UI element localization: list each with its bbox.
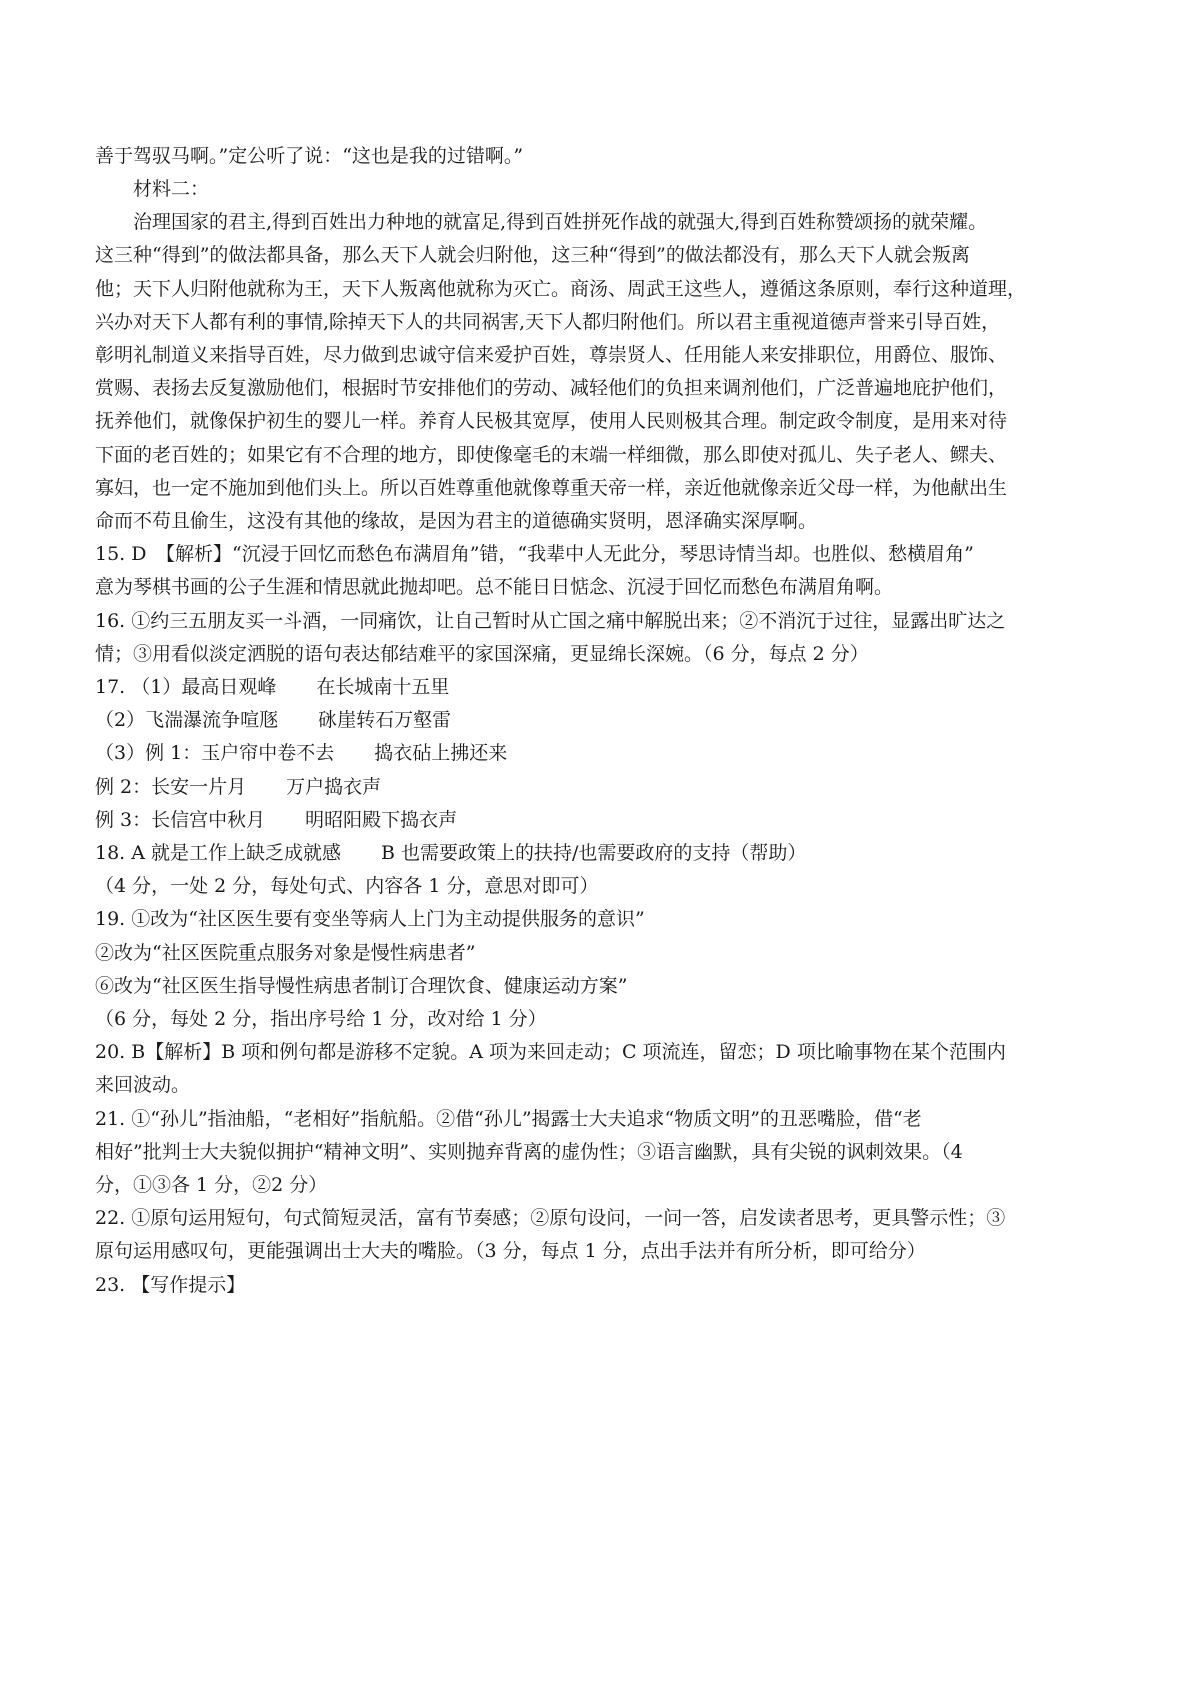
text-line: 抚养他们，就像保护初生的婴儿一样。养育人民极其宽厚，使用人民则极其合理。制定政令制度，是用来对待	[95, 410, 1008, 432]
text-line: ②改为“社区医院重点服务对象是慢性病患者”	[95, 942, 476, 964]
text-line: 来回波动。	[95, 1074, 191, 1096]
scoring-note: （6 分，每处 2 分，指出序号给 1 分，改对给 1 分）	[95, 1008, 547, 1030]
answer-17	[95, 673, 449, 701]
poem-line-a: 17. （1）最高日观峰	[95, 676, 277, 698]
poem-line-a: （2）飞湍瀑流争喧豗	[95, 709, 279, 731]
text-line: ⑥改为“社区医生指导慢性病患者制订合理饮食、健康运动方案”	[95, 975, 628, 997]
poem-line-b: 万户捣衣声	[286, 776, 382, 798]
answer-23: 23. 【写作提示】	[95, 1274, 246, 1296]
answer-16: 16. ①约三五朋友买一斗酒，一同痛饮，让自己暂时从亡国之痛中解脱出来；②不消沉于过往，显露出旷达之	[95, 610, 1006, 632]
text-line: 彰明礼制道义来指导百姓，尽力做到忠诚守信来爱护百姓，尊崇贤人、任用能人来安排职位，用爵位、服饰、	[95, 344, 1008, 366]
answer-17-2	[95, 706, 451, 734]
text-line: 下面的老百姓的；如果它有不合理的地方，即使像毫毛的末端一样细微，那么即使对孤儿、失子老人、鳏夫、	[95, 444, 1008, 466]
answer-21: 21. ①“孙儿”指油船，“老相好”指航船。②借“孙儿”揭露士大夫追求“物质文明”的丑恶嘴脸，借“老	[95, 1108, 922, 1130]
text-line: 治理国家的君主,得到百姓出力种地的就富足,得到百姓拼死作战的就强大,得到百姓称赞颂扬的就荣耀。	[133, 211, 988, 233]
poem-line-b: 砯崖转石万壑雷	[318, 709, 452, 731]
scoring-note: （4 分，一处 2 分，每处句式、内容各 1 分，意思对即可）	[95, 875, 599, 897]
text-line: 赏赐、表扬去反复激励他们，根据时节安排他们的劳动、减轻他们的负担来调剂他们，广泛普遍地庇护他们，	[95, 377, 1008, 399]
poem-line-a: （3）例 1：玉户帘中卷不去	[95, 742, 335, 764]
text-line: 寡妇，也一定不施加到他们头上。所以百姓尊重他就像尊重天帝一样，亲近他就像亲近父母一样，为他献出生	[95, 477, 1008, 499]
text-line: 命而不苟且偷生，这没有其他的缘故，是因为君主的道德确实贤明，恩泽确实深厚啊。	[95, 510, 818, 532]
answer-15: 15. D 【解析】“沉浸于回忆而愁色布满眉角”错，“我辈中人无此分，琴思诗情当却。也胜似、愁横眉角”	[95, 543, 974, 565]
poem-line-a: 例 2：长安一片月	[95, 776, 247, 798]
answer-19: 19. ①改为“社区医生要有变坐等病人上门为主动提供服务的意识”	[95, 908, 645, 930]
text-line: 善于驾驭马啊。”定公听了说：“这也是我的过错啊。”	[95, 145, 524, 167]
text-line: 分，①③各 1 分，②2 分）	[95, 1174, 328, 1196]
text-line: 相好”批判士大夫貌似拥护“精神文明”、实则抛弃背离的虚伪性；③语言幽默，具有尖锐的讽刺效果。（4	[95, 1141, 963, 1163]
text-line: 意为琴棋书画的公子生涯和情思就此抛却吧。总不能日日惦念、沉浸于回忆而愁色布满眉角啊。	[95, 576, 894, 598]
answer-17-example-2	[95, 773, 381, 801]
poem-line-a: 例 3：长信宫中秋月	[95, 809, 266, 831]
poem-line-b: 明昭阳殿下捣衣声	[305, 809, 458, 831]
answer-22: 22. ①原句运用短句，句式简短灵活，富有节奏感；②原句设问，一问一答，启发读者思考，更具警示性；③	[95, 1207, 1006, 1229]
section-heading: 材料二：	[133, 178, 210, 200]
answer-18	[95, 839, 806, 867]
poem-line-b: 在长城南十五里	[316, 676, 450, 698]
text-line: 这三种“得到”的做法都具备，那么天下人就会归附他，这三种“得到”的做法都没有，那么天下人就会叛离	[95, 244, 970, 266]
text-line: 兴办对天下人都有利的事情,除掉天下人的共同祸害,天下人都归附他们。所以君主重视道德声誉来引导百姓，	[95, 311, 1001, 333]
answer-17-example-3	[95, 806, 457, 834]
poem-line-b: 捣衣砧上拂还来	[374, 742, 508, 764]
answer-20: 20. B【解析】B 项和例句都是游移不定貌。A 项为来回走动；C 项流连，留恋；D 项比喻事物在某个范围内	[95, 1041, 1006, 1063]
text-line: 他；天下人归附他就称为王，天下人叛离他就称为灭亡。商汤、周武王这些人，遵循这条原则，奉行这种道理，	[95, 278, 1027, 300]
answer-17-3	[95, 739, 507, 767]
answer-18-b: B 也需要政策上的扶持/也需要政府的支持（帮助）	[381, 842, 807, 864]
text-line: 情；③用看似淡定洒脱的语句表达郁结难平的家国深痛，更显绵长深婉。（6 分，每点 2 分）	[95, 643, 869, 665]
text-line: 原句运用感叹句，更能强调出士大夫的嘴脸。（3 分，每点 1 分，点出手法并有所分析，即可给分）	[95, 1240, 926, 1262]
answer-18-a: 18. A 就是工作上缺乏成就感	[95, 842, 342, 864]
